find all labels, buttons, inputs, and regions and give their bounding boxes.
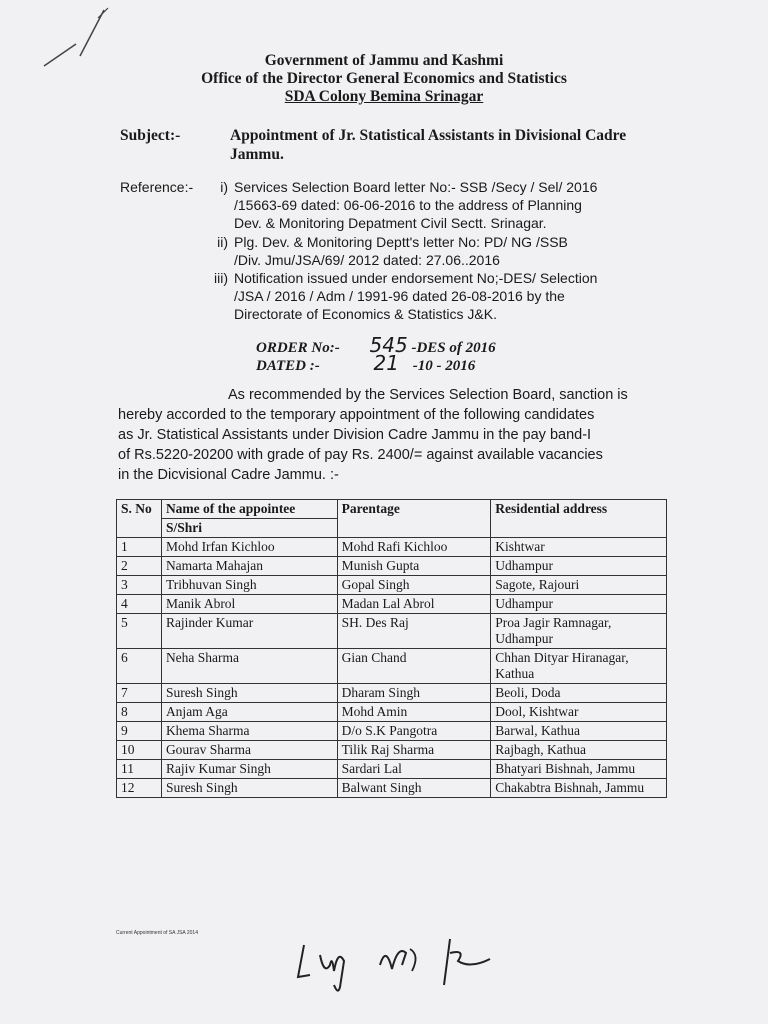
order-date-line [256, 351, 475, 375]
row-address: Chakabtra Bishnah, Jammu [491, 779, 667, 798]
order-number-handwritten: 545 [369, 333, 408, 357]
row-parentage: Balwant Singh [337, 779, 491, 798]
subheader-sshri: S/Shri [161, 519, 337, 538]
row-address: Kishtwar [491, 538, 667, 557]
row-address: Beoli, Doda [491, 684, 667, 703]
row-parentage: Tilik Raj Sharma [337, 741, 491, 760]
paragraph-line: As recommended by the Services Selection Board, sanction is [228, 387, 628, 403]
row-address: Udhampur [491, 557, 667, 576]
order-date-label: DATED :- [256, 358, 320, 374]
table-row [117, 741, 667, 760]
reference-line: Plg. Dev. & Monitoring Deptt's letter No: PD/ NG /SSB [234, 234, 568, 250]
row-appointee-name: Manik Abrol [161, 595, 337, 614]
row-address: Rajbagh, Kathua [491, 741, 667, 760]
subject-text: Appointment of Jr. Statistical Assistants in Divisional Cadre Jammu. [230, 127, 627, 163]
reference-line: Services Selection Board letter No:- SSB /Secy / Sel/ 2016 [234, 179, 598, 195]
reference-line: Dev. & Monitoring Depatment Civil Sectt. Srinagar. [234, 215, 547, 231]
row-sno: 3 [117, 576, 162, 595]
footer-note: Current Appointment of SA JSA 2014 [116, 930, 198, 936]
row-parentage: Madan Lal Abrol [337, 595, 491, 614]
reference-line: /15663-69 dated: 06-06-2016 to the address of Planning [234, 197, 582, 213]
reference-number: ii) [217, 234, 228, 250]
table-row [117, 649, 667, 684]
reference-line: /JSA / 2016 / Adm / 1991-96 dated 26-08-2016 by the [234, 288, 565, 304]
row-appointee-name: Gourav Sharma [161, 741, 337, 760]
row-parentage: Gopal Singh [337, 576, 491, 595]
row-address: Proa Jagir Ramnagar, Udhampur [491, 614, 667, 649]
reference-line: Directorate of Economics & Statistics J&K. [234, 306, 497, 322]
row-address: Bhatyari Bishnah, Jammu [491, 760, 667, 779]
order-paragraph [118, 385, 678, 485]
header-address: Residential address [491, 500, 667, 538]
letterhead [0, 52, 768, 106]
table-row [117, 557, 667, 576]
office-address: SDA Colony Bemina Srinagar [284, 88, 484, 105]
row-parentage: Mohd Amin [337, 703, 491, 722]
paragraph-line: as Jr. Statistical Assistants under Division Cadre Jammu in the pay band-I [118, 427, 592, 443]
table-header-row [117, 500, 667, 519]
table-row [117, 576, 667, 595]
paragraph-line: in the Dicvisional Cadre Jammu. :- [118, 467, 339, 483]
row-parentage: Gian Chand [337, 649, 491, 684]
row-appointee-name: Suresh Singh [161, 684, 337, 703]
paragraph-line: of Rs.5220-20200 with grade of pay Rs. 2400/= against available vacancies [118, 447, 603, 463]
order-number-suffix: -DES of 2016 [411, 340, 496, 356]
header-sno: S. No [117, 500, 162, 538]
subject-block [120, 126, 680, 163]
candidates-table [116, 499, 667, 798]
row-sno: 11 [117, 760, 162, 779]
row-parentage: SH. Des Raj [337, 614, 491, 649]
row-appointee-name: Khema Sharma [161, 722, 337, 741]
row-sno: 10 [117, 741, 162, 760]
row-parentage: Mohd Rafi Kichloo [337, 538, 491, 557]
table-row [117, 614, 667, 649]
row-sno: 12 [117, 779, 162, 798]
table-row [117, 595, 667, 614]
row-sno: 7 [117, 684, 162, 703]
row-sno: 6 [117, 649, 162, 684]
row-address: Barwal, Kathua [491, 722, 667, 741]
signature [290, 925, 510, 995]
row-sno: 8 [117, 703, 162, 722]
row-sno: 9 [117, 722, 162, 741]
row-appointee-name: Suresh Singh [161, 779, 337, 798]
row-parentage: Munish Gupta [337, 557, 491, 576]
row-appointee-name: Mohd Irfan Kichloo [161, 538, 337, 557]
reference-number: i) [220, 179, 228, 195]
reference-line: /Div. Jmu/JSA/69/ 2012 dated: 27.06..2016 [234, 252, 500, 268]
row-address: Chhan Dityar Hiranagar, Kathua [491, 649, 667, 684]
row-parentage: Dharam Singh [337, 684, 491, 703]
reference-label: Reference:- [120, 179, 194, 195]
table-row [117, 779, 667, 798]
table-row [117, 538, 667, 557]
reference-line: Notification issued under endorsement No;-DES/ Selection [234, 270, 598, 286]
row-sno: 1 [117, 538, 162, 557]
row-sno: 2 [117, 557, 162, 576]
row-appointee-name: Namarta Mahajan [161, 557, 337, 576]
row-appointee-name: Anjam Aga [161, 703, 337, 722]
row-sno: 4 [117, 595, 162, 614]
paragraph-line: hereby accorded to the temporary appointment of the following candidates [118, 407, 595, 423]
table-row [117, 722, 667, 741]
row-parentage: D/o S.K Pangotra [337, 722, 491, 741]
row-sno: 5 [117, 614, 162, 649]
candidates-table-body [117, 538, 667, 798]
office-title: Office of the Director General Economics and Statistics [201, 70, 567, 87]
reference-number: iii) [214, 270, 228, 286]
row-address: Udhampur [491, 595, 667, 614]
row-address: Sagote, Rajouri [491, 576, 667, 595]
subject-label: Subject:- [120, 127, 181, 144]
row-parentage: Sardari Lal [337, 760, 491, 779]
order-number-label: ORDER No:- [256, 340, 340, 356]
header-name: Name of the appointee [161, 500, 337, 519]
row-address: Dool, Kishtwar [491, 703, 667, 722]
government-title: Government of Jammu and Kashmi [264, 52, 504, 69]
table-row [117, 684, 667, 703]
row-appointee-name: Neha Sharma [161, 649, 337, 684]
row-appointee-name: Tribhuvan Singh [161, 576, 337, 595]
order-date-rest: -10 - 2016 [412, 358, 476, 374]
table-row [117, 760, 667, 779]
row-appointee-name: Rajiv Kumar Singh [161, 760, 337, 779]
header-parentage: Parentage [337, 500, 491, 538]
order-date-day-handwritten: 21 [373, 351, 399, 375]
table-row [117, 703, 667, 722]
row-appointee-name: Rajinder Kumar [161, 614, 337, 649]
